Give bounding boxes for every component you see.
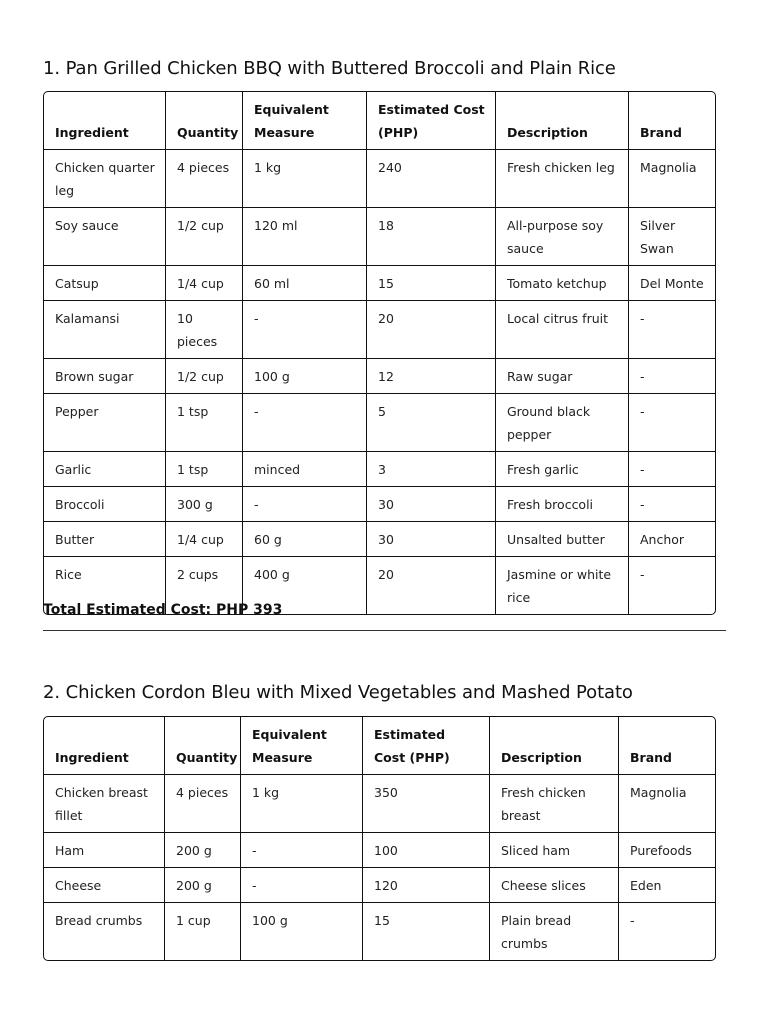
cell-brand: - xyxy=(630,913,635,928)
cell-ingredient: Kalamansi xyxy=(44,301,166,359)
cell-ingredient: Butter xyxy=(44,522,166,557)
cell-equivalent-measure: 100 g xyxy=(241,903,363,960)
cell-ingredient: Garlic xyxy=(44,452,166,487)
cell-quantity: 300 g xyxy=(166,487,243,522)
header-equivalent-measure: Equivalent Measure xyxy=(241,717,363,775)
cell-brand: - xyxy=(640,567,645,582)
cell-quantity: 1/4 cup xyxy=(166,522,243,557)
cell-brand: - xyxy=(629,301,715,359)
table-header-row xyxy=(44,717,715,775)
cell-brand: - xyxy=(629,452,715,487)
cell-ingredient: Cheese xyxy=(44,868,165,903)
cell-equivalent-measure: 100 g xyxy=(243,359,367,394)
cell-estimated-cost: 240 xyxy=(367,150,496,208)
cell-quantity: 4 pieces xyxy=(166,150,243,208)
cell-description: Unsalted butter xyxy=(496,522,629,557)
section-1-title: 1. Pan Grilled Chicken BBQ with Buttered Broccoli and Plain Rice xyxy=(43,58,616,79)
cell-estimated-cost: 20 xyxy=(367,557,496,614)
cell-equivalent-measure: 1 kg xyxy=(241,775,363,833)
cell-equivalent-measure: - xyxy=(243,394,367,452)
section-2-title: 2. Chicken Cordon Bleu with Mixed Vegetables and Mashed Potato xyxy=(43,682,633,703)
cell-description: All-purpose soy sauce xyxy=(496,208,629,266)
cell-estimated-cost: 5 xyxy=(367,394,496,452)
cell-estimated-cost: 350 xyxy=(363,775,490,833)
cell-ingredient: Catsup xyxy=(44,266,166,301)
cell-quantity: 1/2 cup xyxy=(166,208,243,266)
section-divider xyxy=(43,630,726,631)
cell-estimated-cost: 12 xyxy=(367,359,496,394)
cell-brand: - xyxy=(629,359,715,394)
cell-quantity: 1/4 cup xyxy=(166,266,243,301)
header-ingredient: Ingredient xyxy=(44,92,166,150)
cell-brand: - xyxy=(629,394,715,452)
cell-ingredient: Rice xyxy=(44,557,166,614)
header-estimated-cost: Estimated Cost (PHP) xyxy=(363,717,490,775)
cell-equivalent-measure: - xyxy=(243,301,367,359)
cell-quantity: 1 cup xyxy=(165,903,241,960)
cell-brand: Eden xyxy=(619,868,715,903)
header-description: Description xyxy=(496,92,629,150)
cell-estimated-cost: 15 xyxy=(363,903,490,960)
cell-ingredient: Ham xyxy=(44,833,165,868)
cell-description: Sliced ham xyxy=(490,833,619,868)
cell-quantity: 4 pieces xyxy=(165,775,241,833)
cell-description: Fresh broccoli xyxy=(496,487,629,522)
table-row xyxy=(44,208,715,266)
cell-description: Fresh chicken leg xyxy=(496,150,629,208)
cell-equivalent-measure: - xyxy=(241,833,363,868)
cell-estimated-cost: 30 xyxy=(367,487,496,522)
cell-brand: Purefoods xyxy=(619,833,715,868)
cell-equivalent-measure: 120 ml xyxy=(243,208,367,266)
cell-ingredient: Broccoli xyxy=(44,487,166,522)
cell-equivalent-measure: 60 ml xyxy=(243,266,367,301)
header-equivalent-measure: Equivalent Measure xyxy=(243,92,367,150)
cell-description: Jasmine or white rice xyxy=(496,557,629,614)
cell-quantity: 1 tsp xyxy=(166,394,243,452)
cell-ingredient: Pepper xyxy=(44,394,166,452)
cell-brand: Magnolia xyxy=(619,775,715,833)
cell-description: Local citrus fruit xyxy=(496,301,629,359)
cell-description: Fresh garlic xyxy=(496,452,629,487)
cell-description: Fresh chicken breast xyxy=(490,775,619,833)
cell-description: Raw sugar xyxy=(496,359,629,394)
cell-ingredient: Bread crumbs xyxy=(44,903,165,960)
cell-quantity: 200 g xyxy=(165,868,241,903)
cell-brand: Anchor xyxy=(629,522,715,557)
cell-equivalent-measure: - xyxy=(243,487,367,522)
cell-description: Cheese slices xyxy=(490,868,619,903)
total-estimated-cost: Total Estimated Cost: PHP 393 xyxy=(43,602,283,618)
table-row xyxy=(44,487,715,522)
header-estimated-cost: Estimated Cost (PHP) xyxy=(367,92,496,150)
cell-estimated-cost: 3 xyxy=(367,452,496,487)
table-row xyxy=(44,301,715,359)
cell-description: Ground black pepper xyxy=(496,394,629,452)
table-row xyxy=(44,266,715,301)
table-row xyxy=(44,903,715,960)
table-row xyxy=(44,359,715,394)
cell-equivalent-measure: - xyxy=(241,868,363,903)
table-row xyxy=(44,868,715,903)
cell-ingredient: Chicken breast fillet xyxy=(44,775,165,833)
table-row xyxy=(44,833,715,868)
cell-ingredient: Soy sauce xyxy=(44,208,166,266)
cell-estimated-cost: 15 xyxy=(367,266,496,301)
cell-brand: Magnolia xyxy=(629,150,715,208)
cell-estimated-cost: 100 xyxy=(363,833,490,868)
cell-equivalent-measure: 60 g xyxy=(243,522,367,557)
ingredients-table-2 xyxy=(43,716,716,961)
header-quantity: Quantity xyxy=(166,92,243,150)
cell-description: Plain bread crumbs xyxy=(490,903,619,960)
cell-quantity: 10 pieces xyxy=(166,301,243,359)
cell-estimated-cost: 30 xyxy=(367,522,496,557)
table-row xyxy=(44,452,715,487)
cell-quantity: 1 tsp xyxy=(166,452,243,487)
table-row xyxy=(44,150,715,208)
cell-quantity: 200 g xyxy=(165,833,241,868)
table-row xyxy=(44,394,715,452)
header-brand: Brand xyxy=(629,92,715,150)
cell-brand: Silver Swan xyxy=(629,208,715,266)
cell-brand: - xyxy=(629,487,715,522)
header-ingredient: Ingredient xyxy=(44,717,165,775)
cell-equivalent-measure: 1 kg xyxy=(243,150,367,208)
ingredients-table-1 xyxy=(43,91,716,615)
cell-equivalent-measure: 400 g xyxy=(243,557,367,614)
table-row xyxy=(44,522,715,557)
header-quantity: Quantity xyxy=(165,717,241,775)
table-header-row xyxy=(44,92,715,150)
cell-estimated-cost: 20 xyxy=(367,301,496,359)
header-brand: Brand xyxy=(619,717,715,775)
table-row xyxy=(44,775,715,833)
cell-quantity: 2 cups xyxy=(166,557,243,614)
cell-ingredient: Chicken quarter leg xyxy=(44,150,166,208)
cell-estimated-cost: 18 xyxy=(367,208,496,266)
cell-ingredient: Brown sugar xyxy=(44,359,166,394)
cell-quantity: 1/2 cup xyxy=(166,359,243,394)
header-description: Description xyxy=(490,717,619,775)
cell-estimated-cost: 120 xyxy=(363,868,490,903)
cell-brand: Del Monte xyxy=(629,266,715,301)
cell-equivalent-measure: minced xyxy=(243,452,367,487)
cell-description: Tomato ketchup xyxy=(496,266,629,301)
